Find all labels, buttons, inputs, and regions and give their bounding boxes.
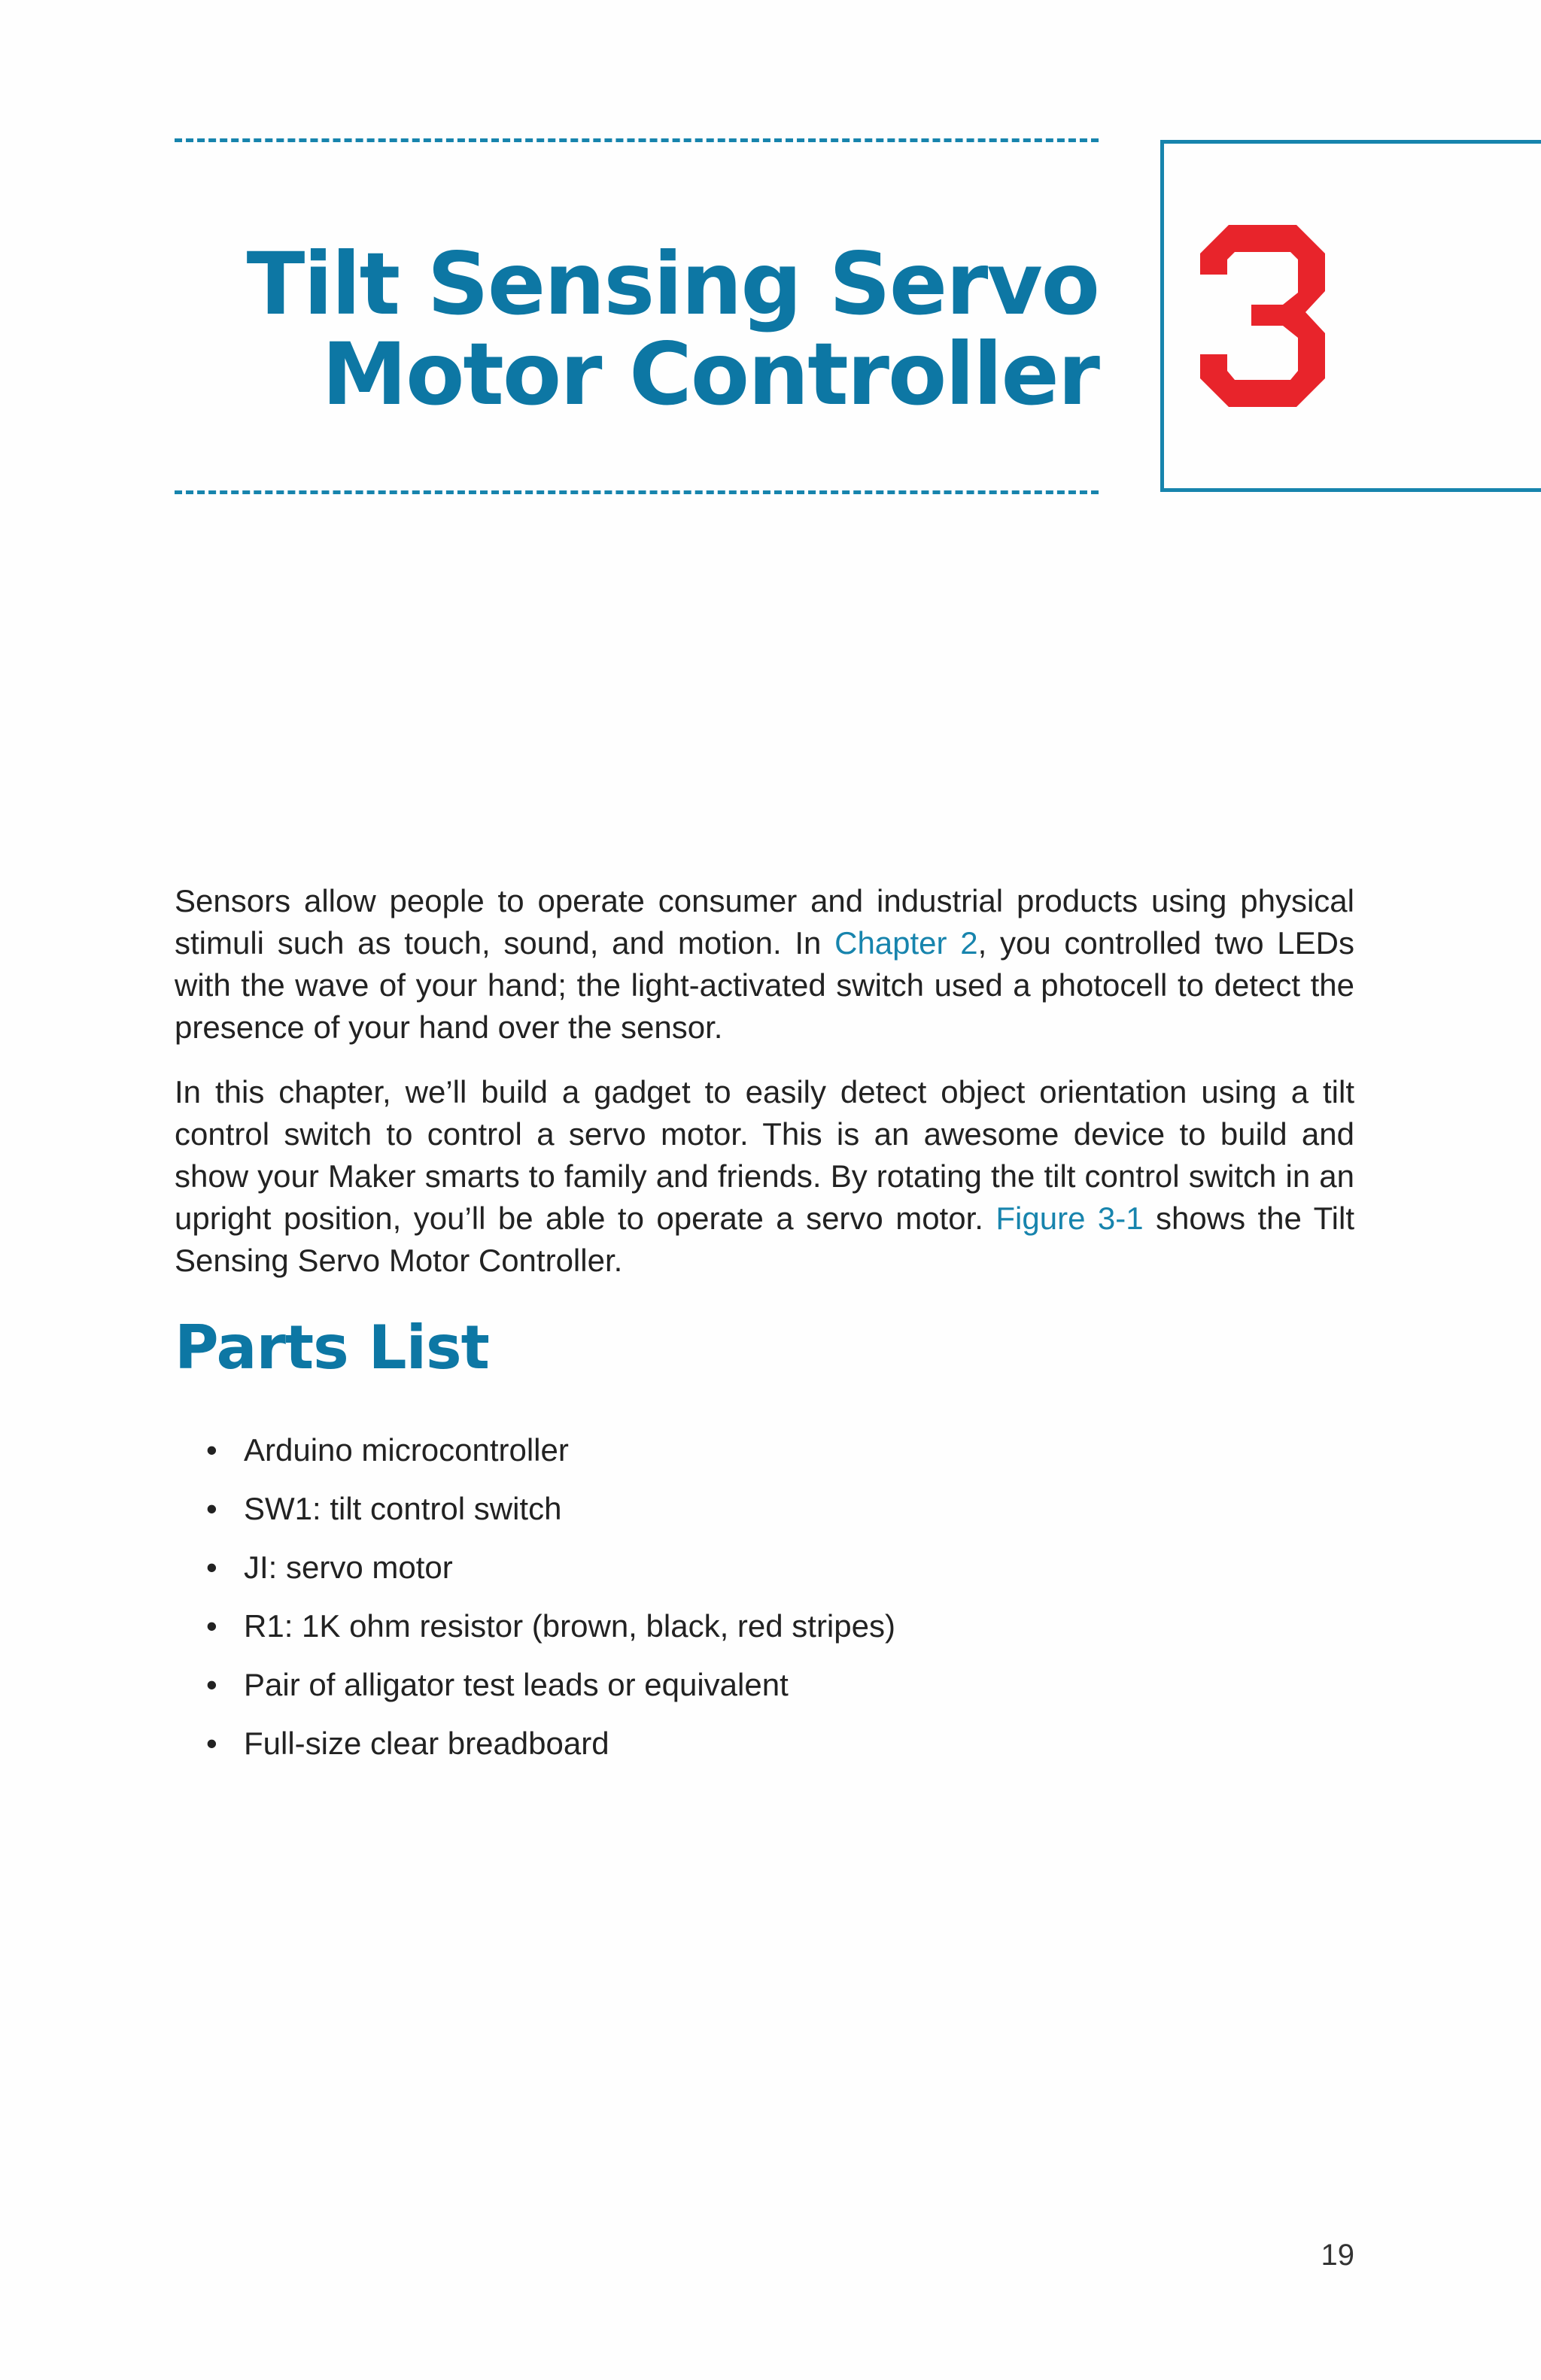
list-item-text: JI: servo motor <box>244 1550 453 1585</box>
chapter-number-box <box>1160 140 1541 492</box>
list-item <box>206 1721 895 1780</box>
chapter-2-link[interactable]: Chapter 2 <box>834 925 978 961</box>
list-item <box>206 1662 895 1721</box>
list-item <box>206 1604 895 1662</box>
chapter-number-3-icon <box>1199 225 1327 408</box>
list-item-text: R1: 1K ohm resistor (brown, black, red stripes) <box>244 1608 895 1644</box>
page-number: 19 <box>1321 2239 1354 2272</box>
header-top-rule <box>175 138 1099 142</box>
intro-paragraph <box>175 880 1354 1049</box>
chapter-title-line-2: Motor Controller <box>321 324 1099 424</box>
bullet-icon: • <box>206 1491 217 1526</box>
figure-3-1-link[interactable]: Figure 3-1 <box>995 1201 1144 1236</box>
intro-text-before: Sensors allow people to operate consumer and industrial products using physical stimuli such as touch, sound, and motion. In <box>175 883 1354 961</box>
overview-text-after: shows the Tilt Sensing Servo Motor Controller. <box>175 1201 1355 1278</box>
overview-text-before: In this chapter, we’ll build a gadget to easily detect object orientation using a tilt control switch to control a servo motor. This is an awesome device to build and show your Maker smarts to family and friends. By rotating the tilt control switch in an upright position, you’ll be able to operate a servo motor. <box>175 1074 1354 1236</box>
parts-list <box>206 1428 895 1780</box>
bullet-icon: • <box>206 1432 217 1468</box>
list-item-text: Arduino microcontroller <box>244 1432 569 1468</box>
intro-text-after: , you controlled two LEDs with the wave of your hand; the light-activated switch used a photocell to detect the presence of your hand over the sensor. <box>175 925 1355 1045</box>
bullet-icon: • <box>206 1667 217 1702</box>
list-item <box>206 1428 895 1486</box>
list-item-text: Pair of alligator test leads or equivalent <box>244 1667 789 1702</box>
bullet-icon: • <box>206 1608 217 1644</box>
chapter-overview-paragraph <box>175 1071 1354 1282</box>
list-item-text: Full-size clear breadboard <box>244 1726 609 1761</box>
list-item <box>206 1545 895 1604</box>
bullet-icon: • <box>206 1726 217 1761</box>
bullet-icon: • <box>206 1550 217 1585</box>
chapter-title-line-1: Tilt Sensing Servo <box>246 234 1099 334</box>
parts-list-heading: Parts List <box>175 1313 489 1383</box>
chapter-title <box>175 234 1099 424</box>
list-item <box>206 1486 895 1545</box>
list-item-text: SW1: tilt control switch <box>244 1491 562 1526</box>
header-bottom-rule <box>175 490 1099 494</box>
